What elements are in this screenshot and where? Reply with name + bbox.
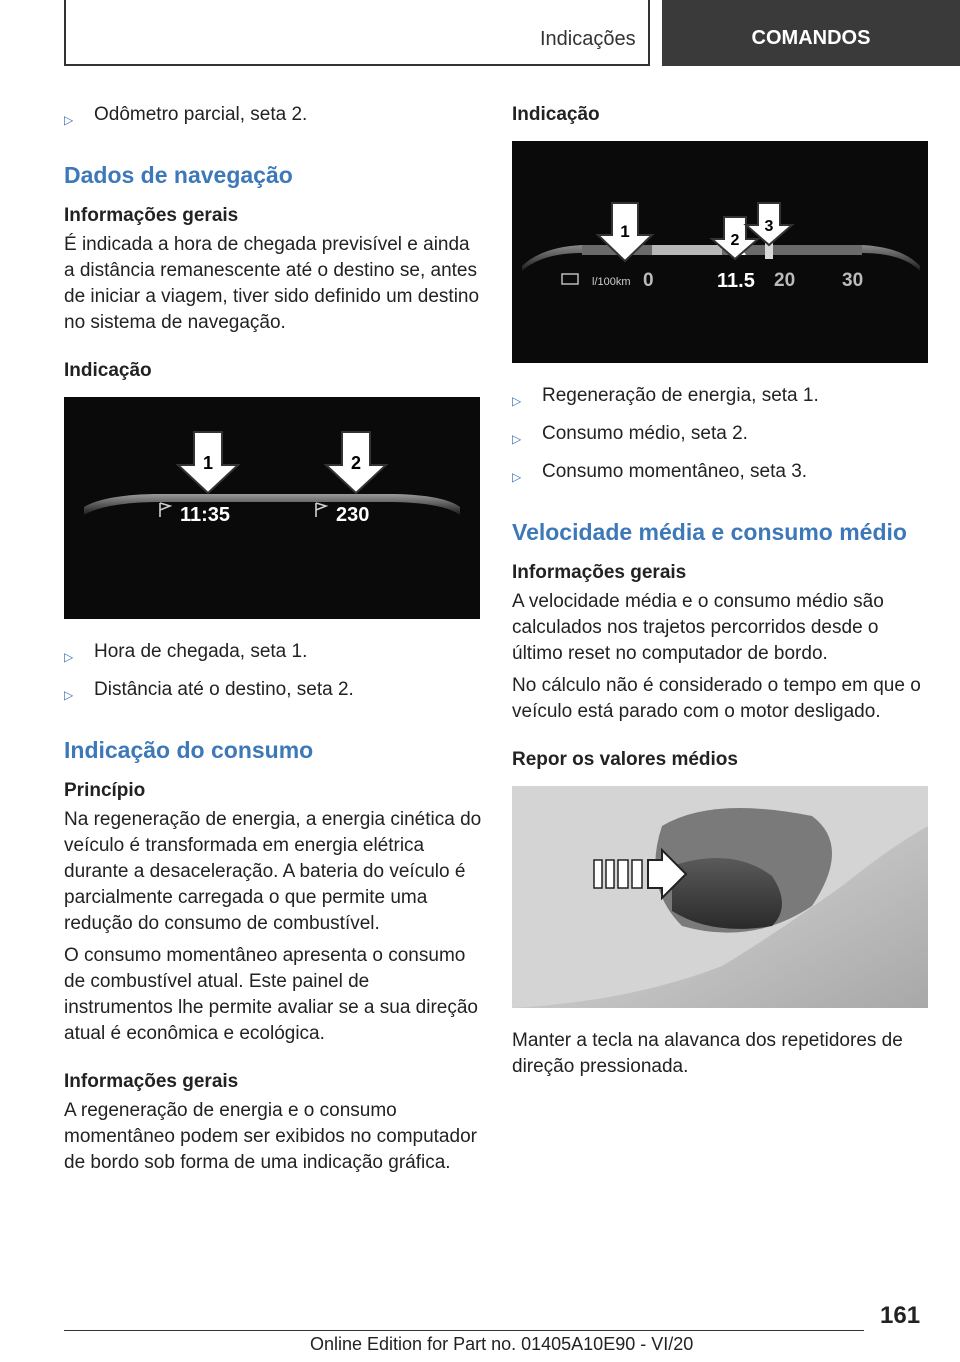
arrow-1-label: 1 [620,222,630,241]
nav-indicacao-subheading: Indicação [64,360,152,381]
arrival-time: 11:35 [180,504,231,526]
info-general-subheading: Informações gerais [64,1071,239,1092]
arrow-2-label: 2 [730,232,740,249]
page-number: 161 [880,1302,921,1329]
bullet-item [512,421,930,452]
footer-rule [64,1330,864,1331]
bullet-text: Consumo momentâneo, seta 3. [542,461,808,482]
nav-paragraph: É indicada a hora de chegada previsível e ainda a distância remanescente até o destino se, antes de iniciar a viagem, tiver sido definido um destino no sistema de navegação. [64,234,480,333]
remaining-distance: 230 [336,504,370,526]
bullet-item [512,459,930,490]
reset-paragraph: Manter a tecla na alavanca dos repetidores de direção pressionada. [512,1030,903,1077]
header-chapter-tab: COMANDOS [662,0,960,66]
edition-note: Online Edition for Part no. 01405A10E90 - VI/20 [310,1334,694,1354]
consumption-heading: Indicação do consumo [64,737,314,763]
header-section: Indicações [540,28,636,50]
triangle-bullet-icon: ▷ [64,113,74,127]
consumption-display-figure [512,141,928,363]
bullet-text: Consumo médio, seta 2. [542,423,748,444]
right-column [512,102,930,1086]
triangle-bullet-icon: ▷ [512,470,522,484]
principle-subheading: Princípio [64,780,146,801]
arrow-3-label: 3 [764,218,774,235]
arrow-1-label: 1 [202,453,214,473]
triangle-bullet-icon: ▷ [64,650,74,664]
bullet-item [512,383,930,414]
bullet-item [64,639,482,670]
velocity-general-subheading: Informações gerais [512,562,687,583]
button-stripe-icon [632,860,642,888]
header-rule [64,64,650,66]
principle-paragraph: Na regeneração de energia, a energia cinética do veículo é transformada em energia elétrica durante a desaceleração. A bateria do veículo é parcialmente carregada o que permite uma redução do consumo de combustível. [64,809,482,934]
bullet-text: Hora de chegada, seta 1. [94,641,308,662]
bullet-text: Odômetro parcial, seta 2. [94,104,308,125]
triangle-bullet-icon: ▷ [512,394,522,408]
scale-twenty: 20 [774,270,796,291]
bullet-item [64,677,482,708]
triangle-bullet-icon: ▷ [64,688,74,702]
scale-thirty: 30 [842,270,864,291]
header-divider-left [64,0,66,66]
left-column [64,102,482,1182]
arrow-2-label: 2 [350,453,362,473]
turn-signal-lever-figure [512,786,928,1008]
unit-label: l/100km [592,276,631,288]
button-stripe-icon [606,860,614,888]
indicacao-subheading: Indicação [512,104,600,125]
regeneration-bar [652,245,722,255]
header-divider-right [648,0,650,66]
average-value: 11.5 [717,270,755,292]
velocity-heading: Velocidade média e consumo médio [512,519,907,545]
info-paragraph: A regeneração de energia e o consumo momentâneo podem ser exibidos no computador de bordo sob forma de uma indicação gráfica. [64,1100,477,1173]
bullet-text: Regeneração de energia, seta 1. [542,385,819,406]
velocity-paragraph: A velocidade média e o consumo médio são calculados nos trajetos percorridos desde o último reset no computador de bordo. [512,591,884,664]
scale-zero: 0 [643,270,654,291]
bullet-item [64,102,482,133]
velocity-paragraph-2: No cálculo não é considerado o tempo em que o veículo está parado com o motor desligado. [512,675,921,722]
button-stripe-icon [618,860,628,888]
principle-paragraph-2: O consumo momentâneo apresenta o consumo de combustível atual. Este painel de instrumentos lhe permite avaliar se a sua direção atual é econômica e ecológica. [64,945,478,1044]
bullet-text: Distância até o destino, seta 2. [94,679,354,700]
nav-heading: Dados de navegação [64,162,293,188]
triangle-bullet-icon: ▷ [512,432,522,446]
reset-subheading: Repor os valores médios [512,749,738,770]
navigation-display-figure [64,397,480,619]
nav-general-subheading: Informações gerais [64,205,239,226]
button-stripe-icon [594,860,602,888]
